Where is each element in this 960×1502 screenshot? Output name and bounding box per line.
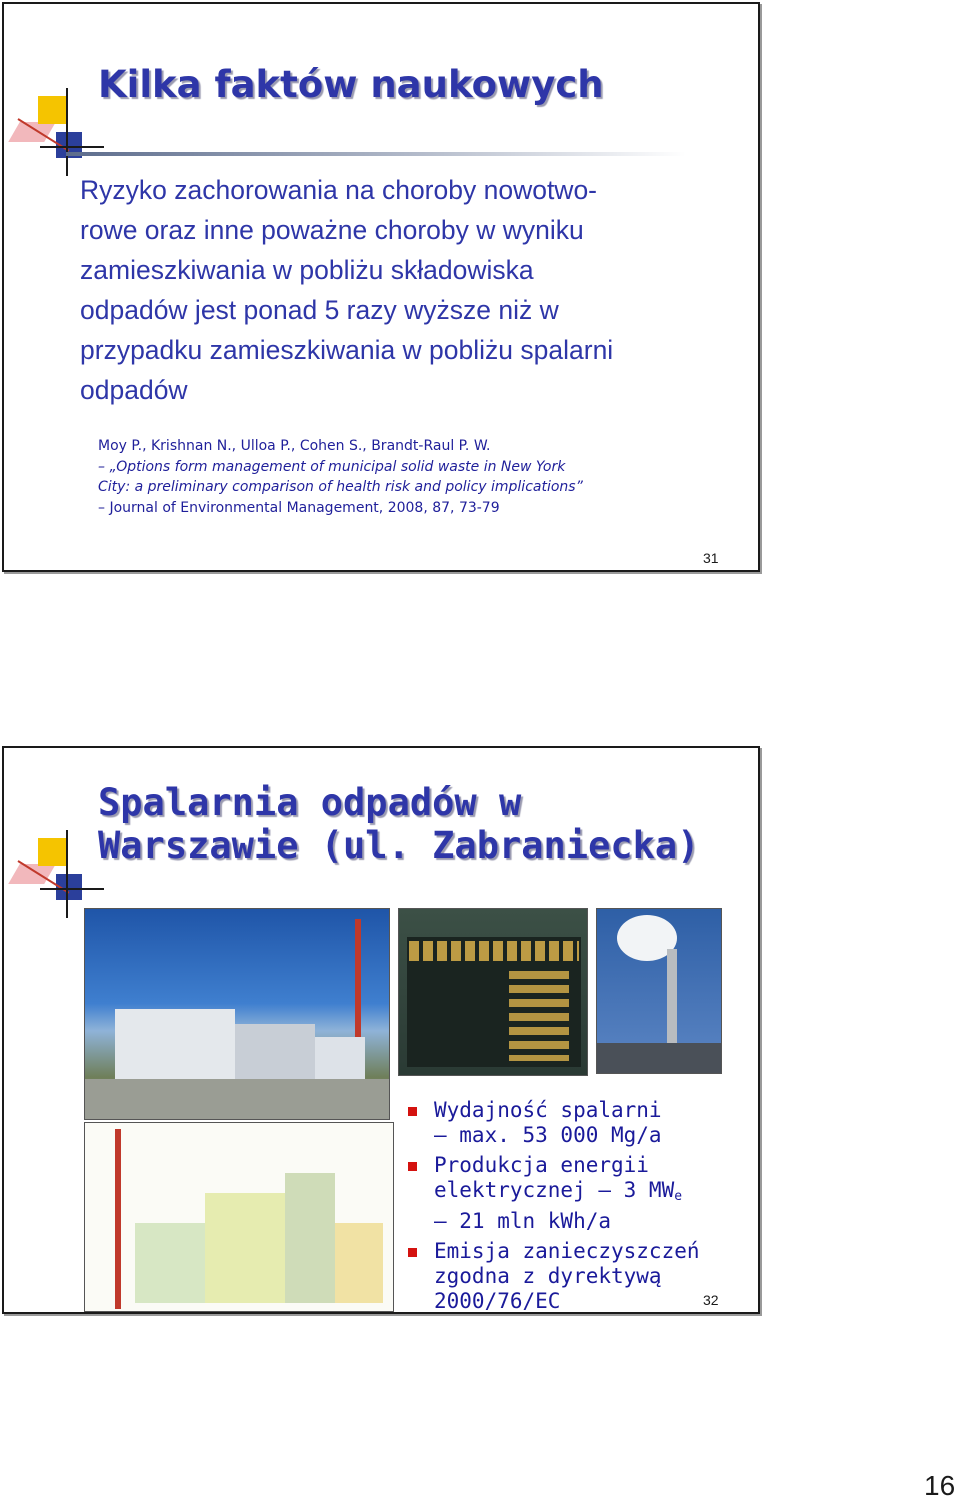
list-item xyxy=(406,1098,706,1148)
incineration-plant-photo xyxy=(84,908,390,1120)
bullet-line: Wydajność spalarni xyxy=(434,1098,662,1122)
slide-32 xyxy=(2,746,760,1314)
slide-title xyxy=(98,782,748,867)
slide-title: Kilka faktów naukowych xyxy=(98,63,604,106)
citation-line: Moy P., Krishnan N., Ulloa P., Cohen S., Brandt-Raul P. W. xyxy=(98,438,491,454)
plant-cross-section-diagram xyxy=(84,1122,394,1312)
body-line: przypadku zamieszkiwania w pobliżu spalarni xyxy=(80,335,614,365)
list-item xyxy=(406,1239,706,1314)
body-line: rowe oraz inne poważne choroby w wyniku xyxy=(80,215,584,245)
sheet-page-number: 16 xyxy=(924,1470,956,1501)
subscript: e xyxy=(674,1189,683,1204)
body-line: odpadów jest ponad 5 razy wyższe niż w xyxy=(80,295,559,325)
title-line: Warszawie (ul. Zabraniecka) xyxy=(98,823,700,867)
bullet-line: 2000/76/EC xyxy=(434,1289,561,1313)
bullet-line: – max. 53 000 Mg/a xyxy=(434,1123,662,1147)
body-line: odpadów xyxy=(80,375,188,405)
bullet-line: – 21 mln kWh/a xyxy=(434,1209,612,1233)
bullet-line: Emisja zanieczyszczeń xyxy=(434,1239,700,1263)
citation xyxy=(98,436,738,518)
citation-line: City: a preliminary comparison of health risk and policy implications” xyxy=(98,479,583,495)
slide-page-number: 32 xyxy=(703,1292,719,1308)
facts-list xyxy=(406,1098,706,1319)
citation-line: – „Options form management of municipal solid waste in New York xyxy=(98,458,566,475)
citation-line: – Journal of Environmental Management, 2008, 87, 73-79 xyxy=(98,499,500,516)
bullet-line xyxy=(434,1178,706,1209)
bullet-line: zgodna z dyrektywą xyxy=(434,1264,662,1288)
body-line: Ryzyko zachorowania na choroby nowotwo- xyxy=(80,175,598,205)
title-divider xyxy=(66,152,686,156)
title-line: Spalarnia odpadów w xyxy=(98,781,522,824)
chimney-smoke-photo xyxy=(596,908,722,1074)
emission-display-board-photo xyxy=(398,908,588,1076)
bullet-text: elektrycznej – 3 MW xyxy=(434,1178,675,1202)
slide-page-number: 31 xyxy=(703,550,719,566)
slide-body-text xyxy=(80,170,740,410)
slide-31 xyxy=(2,2,760,572)
bullet-line: Produkcja energii xyxy=(434,1153,649,1177)
list-item xyxy=(406,1153,706,1234)
body-line: zamieszkiwania w pobliżu składowiska xyxy=(80,255,534,285)
